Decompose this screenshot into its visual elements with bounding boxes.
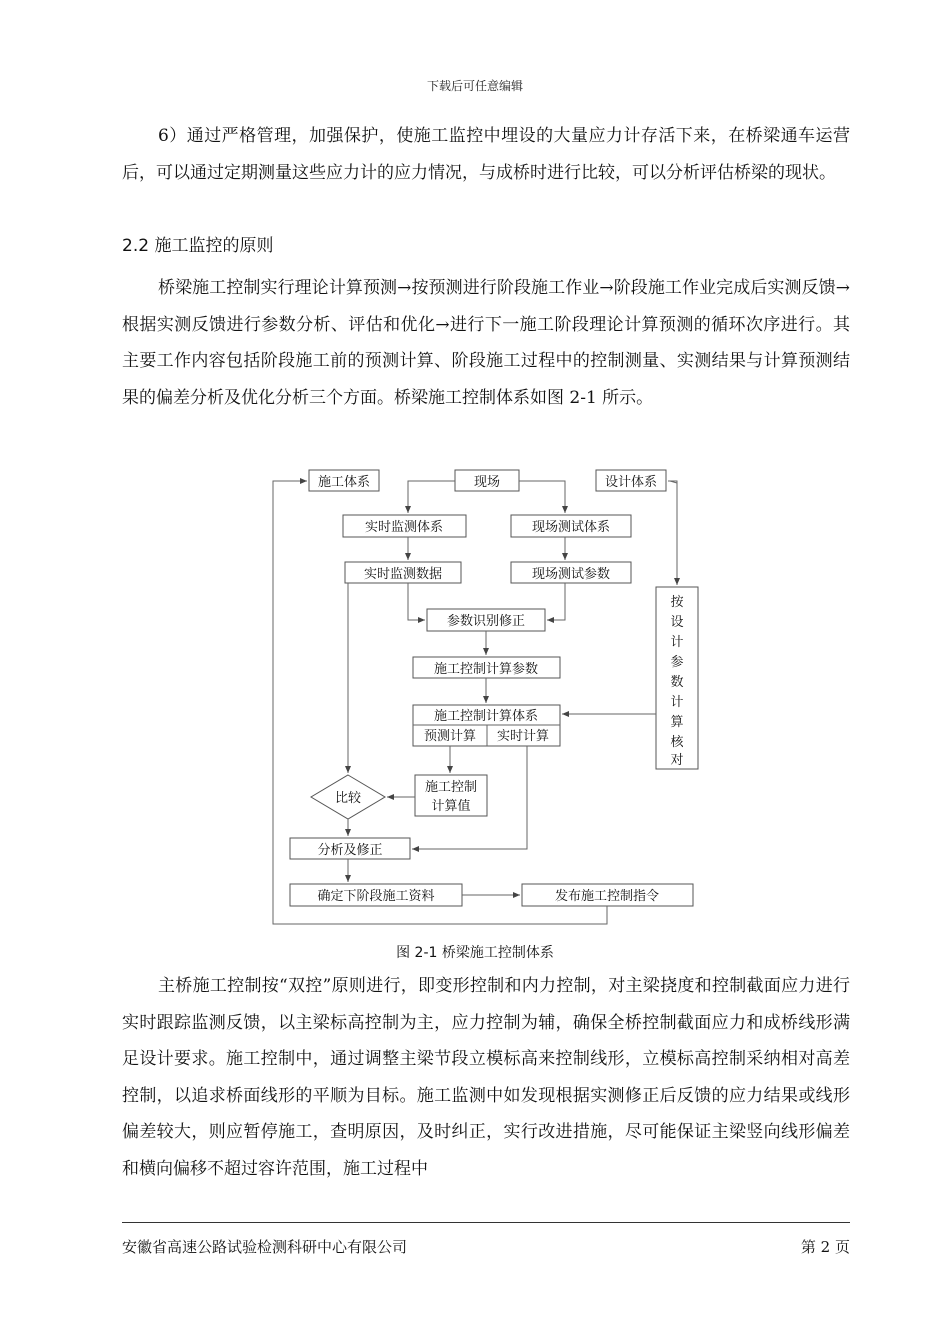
label-realtime-calc: 实时计算: [496, 729, 550, 744]
label-design-system: 设计体系: [604, 475, 658, 490]
label-next-stage: 确定下阶段施工资料: [317, 889, 435, 904]
arrow-params-to-identify: [547, 583, 565, 620]
label-construction-system: 施工体系: [317, 475, 371, 490]
label-publish: 发布施工控制指令: [554, 889, 660, 904]
svg-text:设: 设: [670, 615, 684, 630]
label-compare: 比较: [334, 791, 362, 806]
svg-text:按: 按: [670, 595, 684, 610]
label-param-identify: 参数识别修正: [446, 614, 526, 629]
svg-text:数: 数: [670, 675, 684, 690]
label-predict-calc: 预测计算: [423, 729, 477, 744]
label-site-test-params: 现场测试参数: [531, 567, 611, 582]
page-header-note: 下载后可任意编辑: [426, 79, 523, 93]
label-site: 现场: [473, 475, 501, 490]
svg-text:算: 算: [670, 715, 684, 730]
arrow-site-to-monitor: [408, 481, 455, 513]
arrow-data-to-identify: [408, 583, 425, 620]
label-realtime-monitor-data: 实时监测数据: [363, 567, 443, 582]
svg-text:对: 对: [670, 753, 684, 768]
label-control-calc-params: 施工控制计算参数: [433, 662, 539, 677]
arrow-site-to-test: [519, 481, 565, 513]
svg-text:核: 核: [670, 735, 684, 750]
figure-caption: 图 2-1 桥梁施工控制体系: [396, 945, 554, 961]
arrow-design-to-check: [668, 481, 677, 585]
label-control-value-1: 施工控制: [424, 780, 478, 795]
paragraph-dual-control: 主桥施工控制按“双控”原则进行，即变形控制和内力控制，对主梁挠度和控制截面应力进行实时跟踪监测反馈，以主梁标高控制为主，应力控制为辅，确保全桥控制截面应力和成桥线形满足设计要求。施工控制中，通过调整主梁节段立模标高来控制线形，立模标高控制采纳相对高差控制，以追求桥面线形的平顺为目标。施工监测中如发现根据实测修正后反馈的应力结果或线形偏差较大，则应暂停施工，查明原因，及时纠正，实行改进措施，尽可能保证主梁竖向线形偏差和横向偏移不超过容许范围，施工过程中: [122, 976, 850, 1179]
footer-page-number: 第 2 页: [800, 1238, 850, 1256]
label-realtime-monitor-system: 实时监测体系: [364, 520, 444, 535]
paragraph-monitoring-item6: 6）通过严格管理，加强保护，使施工监控中埋设的大量应力计存活下来，在桥梁通车运营后，可以通过定期测量这些应力计的应力情况，与成桥时进行比较，可以分析评估桥梁的现状。: [122, 126, 850, 183]
section-heading: 2.2 施工监控的原则: [122, 236, 274, 256]
svg-text:参: 参: [670, 655, 684, 670]
design-check-text: [670, 594, 684, 768]
svg-text:计: 计: [670, 635, 684, 650]
label-site-test-system: 现场测试体系: [531, 520, 611, 535]
label-control-calc-system: 施工控制计算体系: [433, 709, 539, 724]
paragraph-principle: 桥梁施工控制实行理论计算预测→按预测进行阶段施工作业→阶段施工作业完成后实测反馈→根据实测反馈进行参数分析、评估和优化→进行下一施工阶段理论计算预测的循环次序进行。其主要工作内容包括阶段施工前的预测计算、阶段施工过程中的控制测量、实测结果与计算预测结果的偏差分析及优化分析三个方面。桥梁施工控制体系如图 2-1 所示。: [122, 278, 850, 408]
label-analyze-fix: 分析及修正: [317, 843, 383, 858]
footer-company: 安徽省高速公路试验检测科研中心有限公司: [122, 1238, 408, 1256]
footer-divider: [122, 1222, 850, 1223]
label-control-value-2: 计算值: [431, 799, 471, 814]
svg-text:计: 计: [670, 695, 684, 710]
